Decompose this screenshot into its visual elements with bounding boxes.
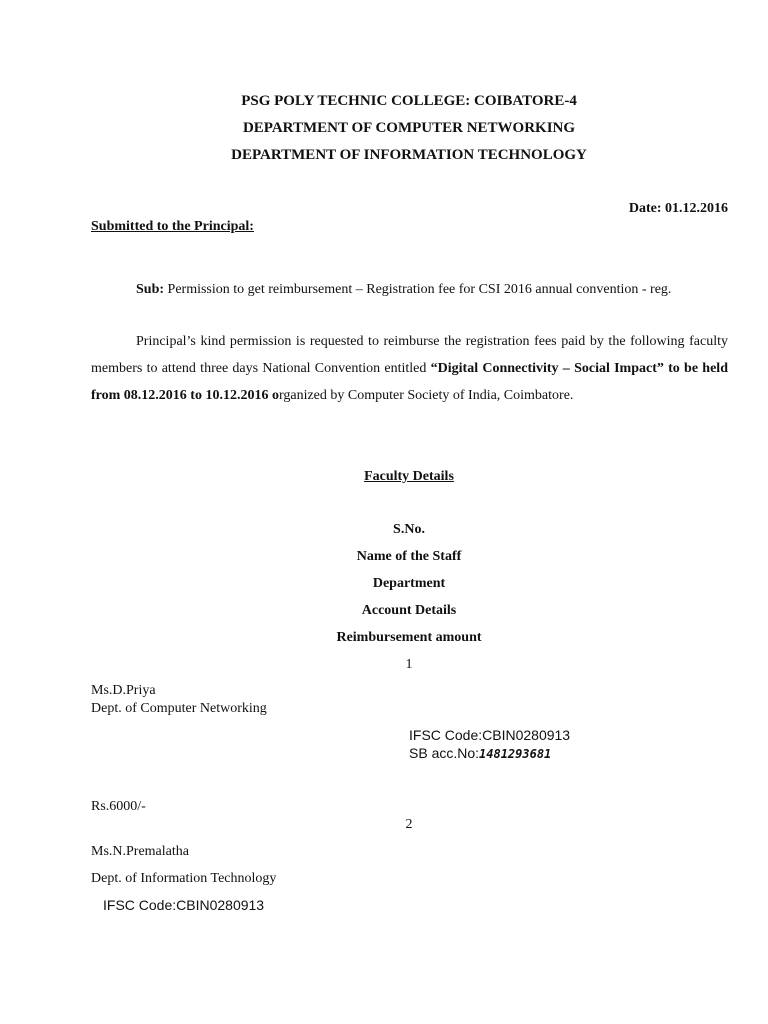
paragraph-intro: Principal’s kind permission is requested to reimburse the registration fees paid by the following faculty members to attend three days National Convention entitled <box>91 334 728 376</box>
column-header-sno: S.No. <box>393 522 425 537</box>
letter-date: Date: 01.12.2016 <box>628 201 728 216</box>
row-1-account-number: 1481293681 <box>479 747 552 761</box>
row-1-sno: 1 <box>405 657 413 672</box>
row-1-name: Ms.D.Priya <box>91 683 156 698</box>
convention-title: “Digital Connectivity – Social Impact” to be held from 08.12.2016 to 10.12.2016 o <box>91 361 728 403</box>
column-header-department: Department <box>372 576 446 591</box>
row-2-department: Dept. of Information Technology <box>91 871 277 886</box>
column-header-name: Name of the Staff <box>356 549 462 564</box>
column-header-account: Account Details <box>361 603 457 618</box>
faculty-details-title: Faculty Details <box>364 469 454 484</box>
department-heading-networking: DEPARTMENT OF COMPUTER NETWORKING <box>242 120 576 136</box>
row-1-department: Dept. of Computer Networking <box>91 701 267 716</box>
row-2-name: Ms.N.Premalatha <box>91 844 189 859</box>
row-1-ifsc: IFSC Code:CBIN0280913 <box>409 727 571 743</box>
paragraph-ending: rganized by Computer Society of India, Coimbatore. <box>278 388 574 403</box>
row-1-amount: Rs.6000/- <box>91 799 146 814</box>
row-1-account <box>409 745 551 761</box>
row-2-ifsc: IFSC Code:CBIN0280913 <box>103 897 265 913</box>
subject-line <box>136 282 736 298</box>
department-heading-it: DEPARTMENT OF INFORMATION TECHNOLOGY <box>231 147 587 163</box>
row-2-sno: 2 <box>405 817 413 832</box>
college-name-heading: PSG POLY TECHNIC COLLEGE: COIBATORE-4 <box>241 93 577 109</box>
submitted-to-line: Submitted to the Principal: <box>91 219 254 234</box>
subject-label: Sub: <box>136 282 165 297</box>
request-paragraph <box>91 328 728 409</box>
subject-text: Permission to get reimbursement – Registration fee for CSI 2016 annual convention - reg. <box>164 282 672 297</box>
row-1-account-label: SB acc.No: <box>409 745 480 761</box>
column-header-amount: Reimbursement amount <box>336 630 482 645</box>
